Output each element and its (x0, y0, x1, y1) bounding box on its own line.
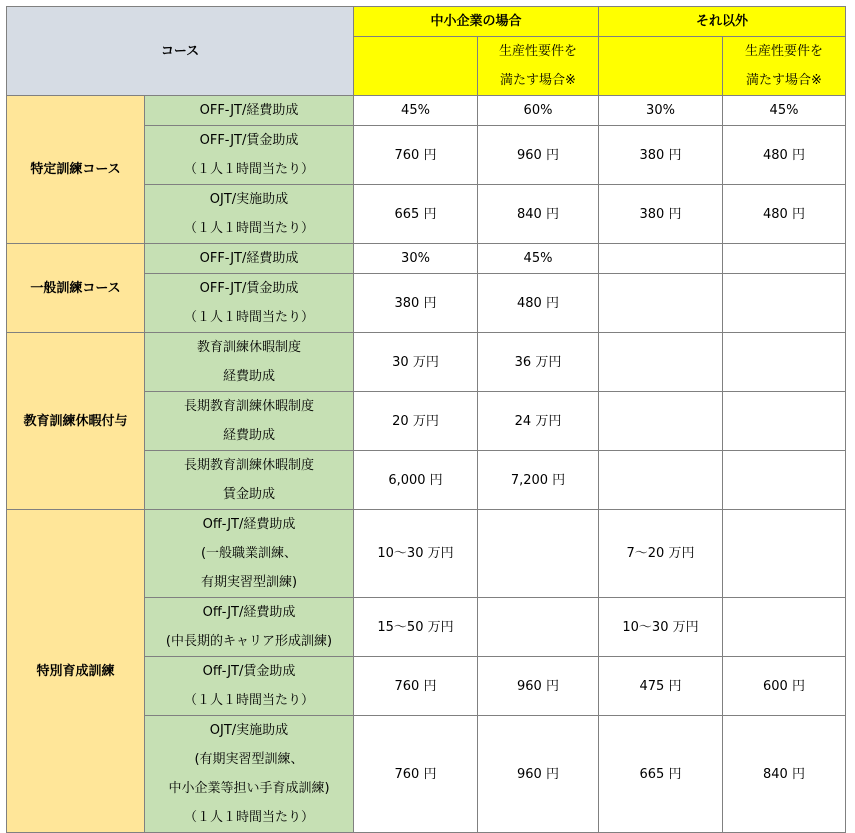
value-cell: 15～50 万円 (354, 598, 478, 657)
row-label (145, 333, 354, 392)
other-header: それ以外 (599, 7, 846, 37)
row-label-line: （１人１時間当たり） (183, 693, 314, 708)
value-cell (599, 392, 723, 451)
row-label-line: 長期教育訓練休暇制度 (183, 399, 314, 414)
row-label-line: 有期実習型訓練) (200, 575, 298, 590)
value-cell: 960 円 (478, 126, 599, 185)
table-row (7, 244, 846, 274)
row-label (145, 96, 354, 126)
value-cell: 480 円 (723, 185, 846, 244)
other-productivity-header: 生産性要件を 満たす場合※ (723, 37, 846, 96)
row-label (145, 126, 354, 185)
value-cell: 45% (354, 96, 478, 126)
row-label-line: 教育訓練休暇制度 (196, 340, 301, 355)
value-cell: 760 円 (354, 126, 478, 185)
subsidy-table (6, 6, 846, 833)
row-label-line: Off-JT/賃金助成 (202, 664, 296, 679)
row-label (145, 716, 354, 833)
row-label-line: （１人１時間当たり） (183, 162, 314, 177)
group-ippan: 一般訓練コース (7, 244, 145, 333)
row-label (145, 274, 354, 333)
group-tokutei: 特定訓練コース (7, 96, 145, 244)
row-label-line: （１人１時間当たり） (183, 221, 314, 236)
row-label (145, 598, 354, 657)
row-label (145, 392, 354, 451)
value-cell: 380 円 (354, 274, 478, 333)
value-cell (478, 510, 599, 598)
sme-header: 中小企業の場合 (354, 7, 599, 37)
value-cell: 30 万円 (354, 333, 478, 392)
course-header: コース (7, 7, 354, 96)
sme-productivity-header: 生産性要件を 満たす場合※ (478, 37, 599, 96)
value-cell: 45% (478, 244, 599, 274)
value-cell (723, 598, 846, 657)
table-row (7, 510, 846, 598)
group-tokubetsu: 特別育成訓練 (7, 510, 145, 833)
row-label-line: (中長期的キャリア形成訓練) (165, 634, 333, 649)
table-row (7, 333, 846, 392)
value-cell: 20 万円 (354, 392, 478, 451)
value-cell: 10～30 万円 (599, 598, 723, 657)
value-cell: 6,000 円 (354, 451, 478, 510)
value-cell: 36 万円 (478, 333, 599, 392)
row-label (145, 185, 354, 244)
row-label-line: OFF-JT/経費助成 (199, 251, 299, 266)
value-cell (599, 451, 723, 510)
value-cell: 475 円 (599, 657, 723, 716)
value-cell (599, 244, 723, 274)
value-cell: 840 円 (723, 716, 846, 833)
row-label-line: Off-JT/経費助成 (202, 605, 296, 620)
value-cell: 380 円 (599, 185, 723, 244)
row-label-line: OFF-JT/賃金助成 (199, 281, 299, 296)
value-cell: 600 円 (723, 657, 846, 716)
row-label-line: (一般職業訓練、 (200, 546, 298, 561)
value-cell (599, 274, 723, 333)
value-cell: 480 円 (723, 126, 846, 185)
table-row (7, 96, 846, 126)
value-cell: 960 円 (478, 716, 599, 833)
row-label (145, 657, 354, 716)
value-cell: 7,200 円 (478, 451, 599, 510)
value-cell: 7～20 万円 (599, 510, 723, 598)
sme-base-header (354, 37, 478, 96)
value-cell: 30% (599, 96, 723, 126)
value-cell: 30% (354, 244, 478, 274)
value-cell: 45% (723, 96, 846, 126)
row-label-line: Off-JT/経費助成 (202, 517, 296, 532)
value-cell (723, 510, 846, 598)
row-label (145, 451, 354, 510)
other-base-header (599, 37, 723, 96)
row-label-line: OJT/実施助成 (209, 192, 289, 207)
row-label-line: 経費助成 (222, 428, 275, 443)
row-label-line: (有期実習型訓練、 (194, 752, 304, 767)
value-cell: 665 円 (354, 185, 478, 244)
value-cell: 665 円 (599, 716, 723, 833)
value-cell: 960 円 (478, 657, 599, 716)
row-label-line: OFF-JT/経費助成 (199, 103, 299, 118)
value-cell (599, 333, 723, 392)
value-cell: 480 円 (478, 274, 599, 333)
row-label (145, 244, 354, 274)
value-cell: 840 円 (478, 185, 599, 244)
row-label-line: OJT/実施助成 (209, 723, 289, 738)
row-label-line: 経費助成 (222, 369, 275, 384)
value-cell: 60% (478, 96, 599, 126)
row-label-line: 賃金助成 (222, 487, 275, 502)
value-cell (723, 244, 846, 274)
value-cell (723, 274, 846, 333)
row-label-line: （１人１時間当たり） (183, 310, 314, 325)
row-label-line: （１人１時間当たり） (183, 810, 314, 825)
row-label-line: 中小企業等担い手育成訓練) (168, 781, 330, 796)
row-label (145, 510, 354, 598)
value-cell (723, 451, 846, 510)
row-label-line: 長期教育訓練休暇制度 (183, 458, 314, 473)
value-cell (723, 333, 846, 392)
value-cell: 380 円 (599, 126, 723, 185)
value-cell: 24 万円 (478, 392, 599, 451)
value-cell: 760 円 (354, 657, 478, 716)
row-label-line: OFF-JT/賃金助成 (199, 133, 299, 148)
value-cell (478, 598, 599, 657)
value-cell (723, 392, 846, 451)
value-cell: 760 円 (354, 716, 478, 833)
value-cell: 10～30 万円 (354, 510, 478, 598)
group-kyoiku: 教育訓練休暇付与 (7, 333, 145, 510)
